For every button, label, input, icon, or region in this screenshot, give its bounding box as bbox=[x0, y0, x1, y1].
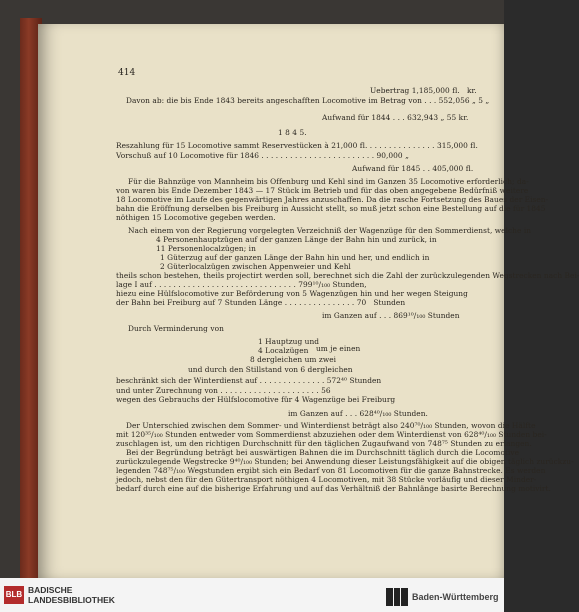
text-line: und unter Zurechnung von . . . . . . . . . . . . . . . . . . . . . 56 bbox=[116, 386, 331, 395]
baden-wuerttemberg-logo-icon bbox=[386, 588, 408, 606]
library-name[interactable] bbox=[28, 585, 115, 605]
page-number: 414 bbox=[118, 68, 136, 78]
library-name-line2: LANDESBIBLIOTHEK bbox=[28, 595, 115, 605]
text-line: wegen des Gebrauchs der Hülfslocomotive für 4 Wagenzüge bei Freiburg bbox=[116, 395, 396, 404]
text-line: 2 Güterlocalzügen zwischen Appenweier und Kehl bbox=[160, 262, 351, 271]
text-line: 4 Localzügen bbox=[258, 346, 309, 355]
text-line: 11 Personenlocalzügen; in bbox=[156, 244, 256, 253]
text-line: im Ganzen auf . . . 628⁴⁰/₁₀₀ Stunden. bbox=[288, 409, 428, 418]
text-line: mit 120³⁵/₁₀₀ Stunden entweder vom Sommerdienst abzuziehen oder dem Winterdienst von 628⁴⁰/₁₀₀ Stunden bei- bbox=[116, 430, 547, 439]
text-line: Durch Verminderung von bbox=[128, 324, 224, 333]
text-line: bahn die Eröffnung derselben bis Freiburg in Aussicht stellt, so muß jetzt schon eine Bestellung auf die für 1845 bbox=[116, 204, 546, 213]
text-line: zurückzulegende Wegstrecke 9⁴⁰/₁₀₀ Stunden; bei Anwendung dieser Leistungsfähigkeit auf die obigen täglich zurückzu- bbox=[116, 457, 574, 466]
text-line: Uebertrag 1,185,000 fl. kr. bbox=[370, 86, 477, 95]
text-line: Nach einem von der Regierung vorgelegten Verzeichniß der Wagenzüge für den Sommerdienst, welche in bbox=[128, 226, 532, 235]
text-line: Reszahlung für 15 Locomotive sammt Reservestücken à 21,000 fl. . . . . . . . . . . . . . . 315,000 fl. bbox=[116, 141, 478, 150]
text-line: Aufwand für 1844 . . . 632,943 „ 55 kr. bbox=[322, 113, 469, 122]
text-line: 18 Locomotive im Laufe des gegenwärtigen Jahres anzuschaffen. Da die rasche Fortsetzung des Baues der Eisen- bbox=[116, 195, 549, 204]
text-line: 8 dergleichen um zwei bbox=[250, 355, 337, 364]
text-line: von waren bis Ende Dezember 1843 — 17 Stück im Betrieb und für das oben angegebene Bedürfniß weitere bbox=[116, 186, 529, 195]
text-line: Für die Bahnzüge von Mannheim bis Offenburg und Kehl sind im Ganzen 35 Locomotive erforderlich; da- bbox=[128, 177, 529, 186]
text-line: 1 Güterzug auf der ganzen Länge der Bahn hin und her, und endlich in bbox=[160, 253, 430, 262]
text-line: Der Unterschied zwischen dem Sommer- und Winterdienst beträgt also 240⁷⁰/₁₀₀ Stunden, wovon die Hälfte bbox=[126, 421, 536, 430]
text-line: Davon ab: die bis Ende 1843 bereits angeschafften Locomotive im Betrag von . . . 552,056 „ 5 „ bbox=[126, 96, 490, 105]
text-line: bedarf durch eine auf die bisherige Erfahrung und auf das Verhältniß der Bahnlänge basirte Berechnung motivirt. bbox=[116, 484, 551, 493]
partner-name[interactable]: Baden-Württemberg bbox=[412, 592, 499, 602]
text-line: legenden 748⁷⁵/₁₀₀ Wegstunden ergibt sich ein Bedarf von 81 Locomotiven für die ganze Bahnstrecke. Es werden bbox=[116, 466, 546, 475]
text-line: Vorschuß auf 10 Locomotive für 1846 . . . . . . . . . . . . . . . . . . . . . . . . 90,000 „ bbox=[116, 151, 409, 160]
section-heading: 1 8 4 5. bbox=[278, 128, 307, 137]
library-name-line1: BADISCHE bbox=[28, 585, 73, 595]
text-line: hiezu eine Hülfslocomotive zur Beförderung von 5 Wagenzügen hin und her wegen Steigung bbox=[116, 289, 468, 298]
text-line: im Ganzen auf . . . 869¹⁰/₁₀₀ Stunden bbox=[322, 311, 460, 320]
text-line: lage I auf . . . . . . . . . . . . . . . . . . . . . . . . . . . . . . 799¹⁰/₁₀₀ Stunden, bbox=[116, 280, 367, 289]
text-line: theils schon bestehen, theils projectirt werden soll, berechnet sich die Zahl der zurückzulegenden Wegstrecken nach Bei- bbox=[116, 271, 579, 280]
text-line: zuschlagen ist, um den richtigen Durchschnitt für den täglichen Zugaufwand von 748⁷⁵ Stunden zu erlangen. bbox=[116, 439, 532, 448]
text-line: 1 Hauptzug und bbox=[258, 337, 320, 346]
text-line: Bei der Begründung beträgt bei auswärtigen Bahnen die im Durchschnitt täglich durch die Locomotive bbox=[126, 448, 520, 457]
text-line: und durch den Stillstand von 6 dergleichen bbox=[188, 365, 353, 374]
text-line: um je einen bbox=[316, 344, 361, 353]
text-line: 4 Personenhauptzügen auf der ganzen Länge der Bahn hin und zurück, in bbox=[156, 235, 437, 244]
text-line: nöthigen 15 Locomotive gegeben werden. bbox=[116, 213, 276, 222]
text-line: der Bahn bei Freiburg auf 7 Stunden Länge . . . . . . . . . . . . . . . 70 Stunden bbox=[116, 298, 406, 307]
text-line: jedoch, nebst den für den Gütertransport nöthigen 4 Locomotiven, mit 38 Stücke vorläufig und dieser Minder- bbox=[116, 475, 537, 484]
blb-logo[interactable]: BLB bbox=[4, 586, 24, 604]
text-line: beschränkt sich der Winterdienst auf . . . . . . . . . . . . . . 572⁴⁰ Stunden bbox=[116, 376, 382, 385]
text-line: Aufwand für 1845 . . 405,000 fl. bbox=[352, 164, 474, 173]
